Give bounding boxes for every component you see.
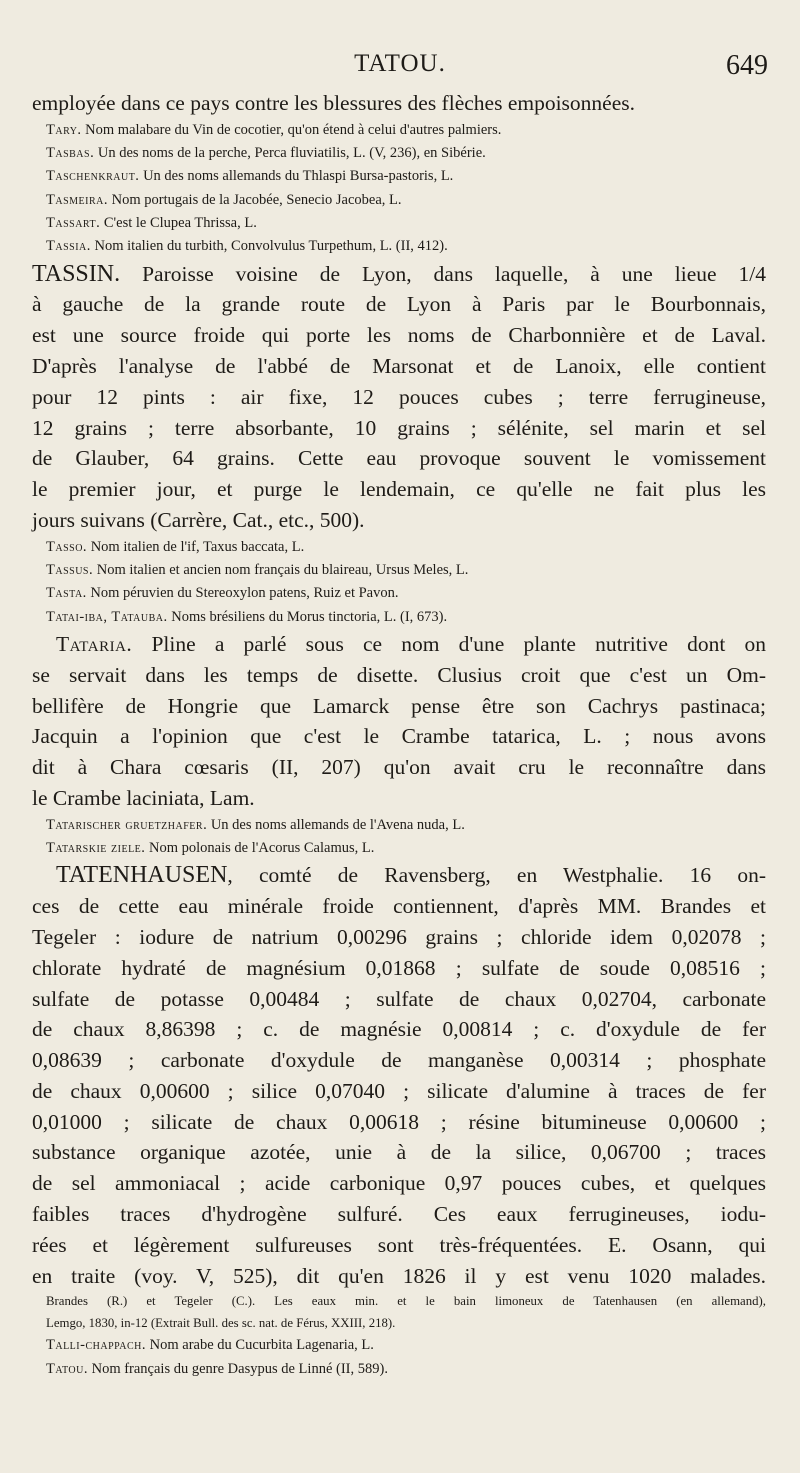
entry-headword: Tatou.	[46, 1360, 88, 1377]
entry-tataria	[32, 629, 766, 814]
entry-definition: Nom portugais de la Jacobée, Senecio Jacobea, L.	[111, 191, 402, 208]
entry-definition: Nom arabe du Cucurbita Lagenaria, L.	[149, 1337, 374, 1354]
text-span: Paroisse voisine de Lyon, dans laquelle, à une lieue 1/4	[142, 261, 767, 286]
text-line: le premier jour, et purge le lendemain, ce qu'elle ne fait plus les	[32, 477, 766, 502]
text-line	[32, 259, 766, 290]
text-line: Brandes (R.) et Tegeler (C.). Les eaux min. et le bain limoneux de Tatenhausen (en allemand),	[46, 1294, 766, 1309]
entry-tassia	[32, 235, 766, 258]
continuation-line: employée dans ce pays contre les blessures des flèches empoisonnées.	[32, 91, 635, 115]
text-line: le Crambe laciniata, Lam.	[32, 785, 255, 810]
text-line: bellifère de Hongrie que Lamarck pense être son Cachrys pastinaca;	[32, 693, 766, 718]
text-line: de chaux 0,00600 ; silice 0,07040 ; silicate d'alumine à traces de fer	[32, 1078, 766, 1103]
text-line: 12 grains ; terre absorbante, 10 grains ; sélénite, sel marin et sel	[32, 415, 766, 440]
entry-headword: Tasmeira.	[46, 191, 108, 208]
entry-definition: Nom malabare du Vin de cocotier, qu'on étend à celui d'autres palmiers.	[85, 121, 502, 138]
entry-definition: Nom italien du turbith, Convolvulus Turpethum, L. (II, 412).	[94, 238, 448, 255]
text-line: chlorate hydraté de magnésium 0,01868 ; sulfate de soude 0,08516 ;	[32, 955, 766, 980]
entry-tasso	[32, 536, 766, 559]
entry-tasta	[32, 582, 766, 605]
entry-definition: Nom français du genre Dasypus de Linné (II, 589).	[91, 1360, 388, 1377]
text-line: pour 12 pints : air fixe, 12 pouces cubes ; terre ferrugineuse,	[32, 384, 766, 409]
text-line	[32, 629, 766, 660]
running-title: TATOU.	[354, 50, 446, 77]
entry-definition: Nom italien et ancien nom français du blaireau, Ursus Meles, L.	[96, 562, 469, 579]
entry-tatai-iba	[32, 606, 766, 629]
entry-definition: Un des noms allemands du Thlaspi Bursa-pastoris, L.	[143, 168, 454, 185]
text-line	[32, 860, 766, 891]
entry-definition: Noms brésiliens du Morus tinctoria, L. (I, 673).	[171, 608, 448, 625]
entry-definition: Nom polonais de l'Acorus Calamus, L.	[149, 840, 375, 857]
entry-tassus	[32, 559, 766, 582]
text-line: ces de cette eau minérale froide contiennent, d'après MM. Brandes et	[32, 894, 766, 919]
text-line: faibles traces d'hydrogène sulfuré. Ces eaux ferrugineuses, iodu-	[32, 1202, 766, 1227]
entry-headword: Tatarskie ziele.	[46, 840, 146, 857]
entry-tatou	[32, 1358, 766, 1381]
entry-headword: TATENHAUSEN	[56, 862, 228, 889]
text-line: Jacquin a l'opinion que c'est le Crambe tatarica, L. ; nous avons	[32, 724, 766, 749]
entry-tasmeira	[32, 189, 766, 212]
entry-headword: Tatarischer gruetzhafer.	[46, 816, 208, 833]
entry-definition: Un des noms de la perche, Perca fluviatilis, L. (V, 236), en Sibérie.	[97, 145, 486, 162]
text-line: dit à Chara cœsaris (II, 207) qu'on avait cru le reconnaître dans	[32, 755, 766, 780]
page-number: 649	[726, 50, 768, 81]
text-line: se servait dans les temps de disette. Clusius croit que c'est un Om-	[32, 662, 766, 687]
entry-headword: Tasta.	[46, 585, 87, 602]
text-line: à gauche de la grande route de Lyon à Paris par le Bourbonnais,	[32, 292, 766, 317]
text-line: jours suivans (Carrère, Cat., etc., 500).	[32, 507, 365, 532]
entry-tatarischer	[32, 814, 766, 837]
entry-headword: Tataria.	[56, 631, 133, 656]
entry-headword: TASSIN.	[32, 260, 121, 287]
text-line: substance organique azotée, unie à de la silice, 0,06700 ; traces	[32, 1140, 766, 1165]
running-header	[30, 50, 770, 86]
entry-tatarskie	[32, 837, 766, 860]
entry-headword: Tassart.	[46, 214, 101, 231]
entry-tatenhausen	[32, 860, 766, 1291]
entry-headword: Tatai-iba, Tatauba.	[46, 608, 168, 625]
entry-headword: Tassus.	[46, 562, 94, 579]
entry-talli-chappach	[32, 1334, 766, 1357]
entry-headword: Taschenkraut.	[46, 168, 140, 185]
text-line: 0,01000 ; silicate de chaux 0,00618 ; résine bitumineuse 0,00600 ;	[32, 1109, 766, 1134]
entry-tasbas	[32, 142, 766, 165]
entry-headword: Tassia.	[46, 238, 91, 255]
entry-headword: Tasso.	[46, 538, 88, 555]
text-line: D'après l'analyse de l'abbé de Marsonat et de Lanoix, elle contient	[32, 353, 766, 378]
bibliographic-reference	[32, 1291, 766, 1334]
entry-definition: C'est le Clupea Thrissa, L.	[103, 214, 257, 231]
text-line: 0,08639 ; carbonate d'oxydule de manganèse 0,00314 ; phosphate	[32, 1048, 766, 1073]
entry-headword: Tasbas.	[46, 145, 95, 162]
text-span: Pline a parlé sous ce nom d'une plante nutritive dont on	[151, 631, 766, 656]
entry-taschenkraut	[32, 165, 766, 188]
entry-tassart	[32, 212, 766, 235]
text-line: de sel ammoniacal ; acide carbonique 0,97 pouces cubes, et quelques	[32, 1171, 766, 1196]
page-body	[32, 88, 766, 1381]
entry-headword: Talli-chappach.	[46, 1337, 147, 1354]
text-line: Tegeler : iodure de natrium 0,00296 grains ; chloride idem 0,02078 ;	[32, 924, 766, 949]
entry-definition: Un des noms allemands de l'Avena nuda, L.	[210, 816, 465, 833]
entry-tary	[32, 119, 766, 142]
text-line: sulfate de potasse 0,00484 ; sulfate de chaux 0,02704, carbonate	[32, 986, 766, 1011]
text-line: en traite (voy. V, 525), dit qu'en 1826 il y est venu 1020 malades.	[32, 1263, 766, 1288]
text-line: de Glauber, 64 grains. Cette eau provoque souvent le vomissement	[32, 446, 766, 471]
text-line: rées et légèrement sulfureuses sont très-fréquentées. E. Osann, qui	[32, 1232, 766, 1257]
text-span: , comté de Ravensberg, en Westphalie. 16 on-	[227, 863, 766, 888]
text-line: est une source froide qui porte les noms de Charbonnière et de Laval.	[32, 323, 766, 348]
entry-definition: Nom péruvien du Stereoxylon patens, Ruiz et Pavon.	[90, 585, 399, 602]
text-line: Lemgo, 1830, in-12 (Extrait Bull. des sc. nat. de Férus, XXIII, 218).	[46, 1315, 396, 1330]
entry-headword: Tary.	[46, 121, 82, 138]
entry-tassin	[32, 259, 766, 536]
text-line: de chaux 8,86398 ; c. de magnésie 0,00814 ; c. d'oxydule de fer	[32, 1017, 766, 1042]
entry-definition: Nom italien de l'if, Taxus baccata, L.	[90, 538, 305, 555]
